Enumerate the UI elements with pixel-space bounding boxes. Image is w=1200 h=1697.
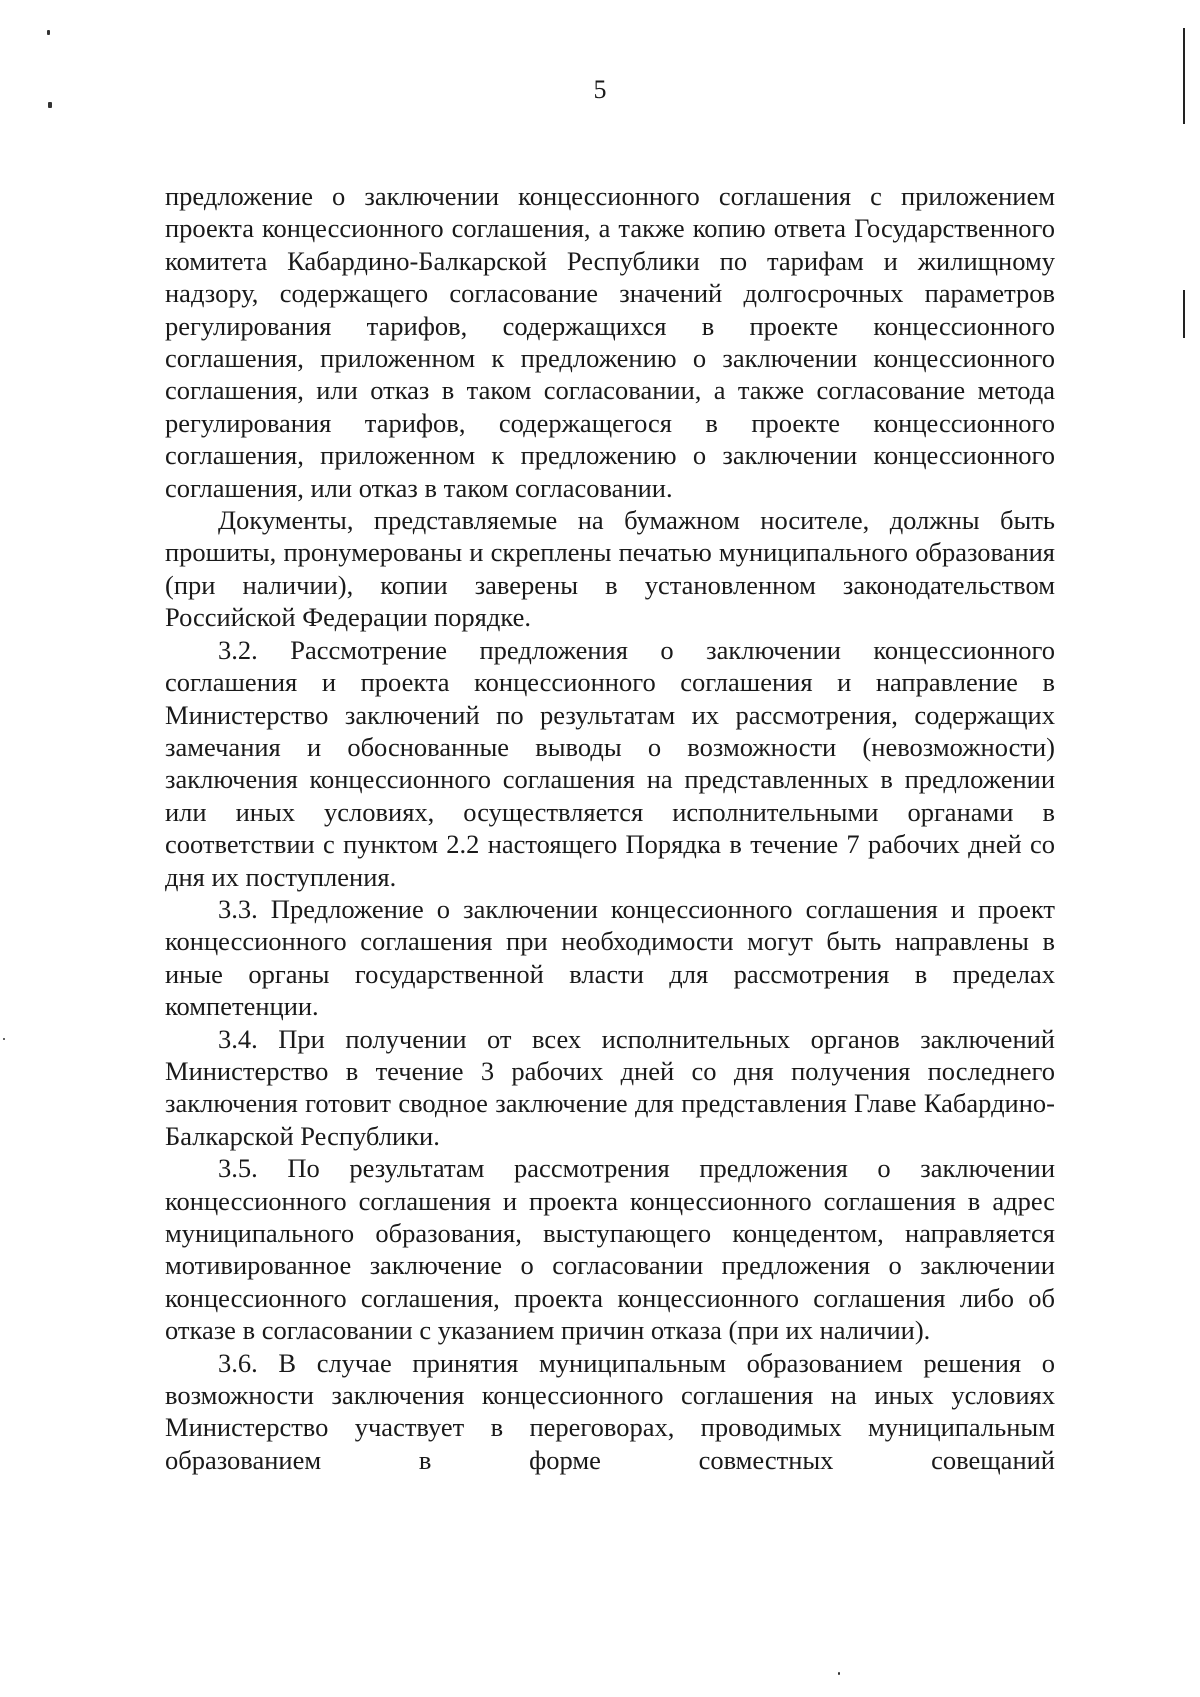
page-number: 5 — [593, 75, 607, 104]
paragraph-continuation: предложение о заключении концессионного соглашения с приложением проекта концессионного соглашения, а также копию ответа Государственного комитета Кабардино-Балкарской Республики по тарифам и жилищному надзору, содержащего согласование значений долгосрочных параметров регулирования тарифов, содержащихся в проекте концессионного соглашения, приложенном к предложению о заключении концессионного соглашения, или отказ в таком согласовании, а также согласование метода регулирования тарифов, содержащегося в проекте концессионного соглашения, приложенном к предложению о заключении концессионного соглашения, или отказ в таком согласовании. — [165, 181, 1055, 503]
paragraph-documents: Документы, представляемые на бумажном носителе, должны быть прошиты, пронумерованы и скреплены печатью муниципального образования (при наличии), копии заверены в установленном законодательством Российской Федерации порядке. — [165, 505, 1055, 633]
scan-edge-mark — [1183, 290, 1185, 338]
document-body — [165, 180, 1055, 1476]
scan-edge-mark — [1183, 28, 1185, 124]
paragraph-3-6: 3.6. В случае принятия муниципальным образованием решения о возможности заключения концессионного соглашения на иных условиях Министерство участвует в переговорах, проводимых муниципальным образованием в форме совместных совещаний — [165, 1347, 1055, 1475]
paragraph-3-5: 3.5. По результатам рассмотрения предложения о заключении концессионного соглашения и проекта концессионного соглашения в адрес муниципального образования, выступающего концедентом, направляется мотивированное заключение о согласовании предложения о заключении концессионного соглашения, проекта концессионного соглашения либо об отказе в согласовании с указанием причин отказа (при их наличии). — [165, 1153, 1055, 1346]
paragraph-3-2: 3.2. Рассмотрение предложения о заключении концессионного соглашения и проекта концессионного соглашения и направление в Министерство заключений по результатам их рассмотрения, содержащих замечания и обоснованные выводы о возможности (невозможности) заключения концессионного соглашения на представленных в предложении или иных условиях, осуществляется исполнительными органами в соответствии с пунктом 2.2 настоящего Порядка в течение 7 рабочих дней со дня их поступления. — [165, 634, 1055, 892]
scan-speck — [48, 102, 52, 108]
paragraph-3-3: 3.3. Предложение о заключении концессионного соглашения и проект концессионного соглашения при необходимости могут быть направлены в иные органы государственной власти для рассмотрения в пределах компетенции. — [165, 893, 1055, 1022]
scan-speck — [47, 30, 50, 35]
paragraph-3-4: 3.4. При получении от всех исполнительных органов заключений Министерство в течение 3 рабочих дней со дня получения последнего заключения готовит сводное заключение для представления Главе Кабардино-Балкарской Республики. — [165, 1023, 1055, 1151]
scan-speck — [838, 1672, 840, 1675]
scan-speck — [3, 1038, 5, 1040]
